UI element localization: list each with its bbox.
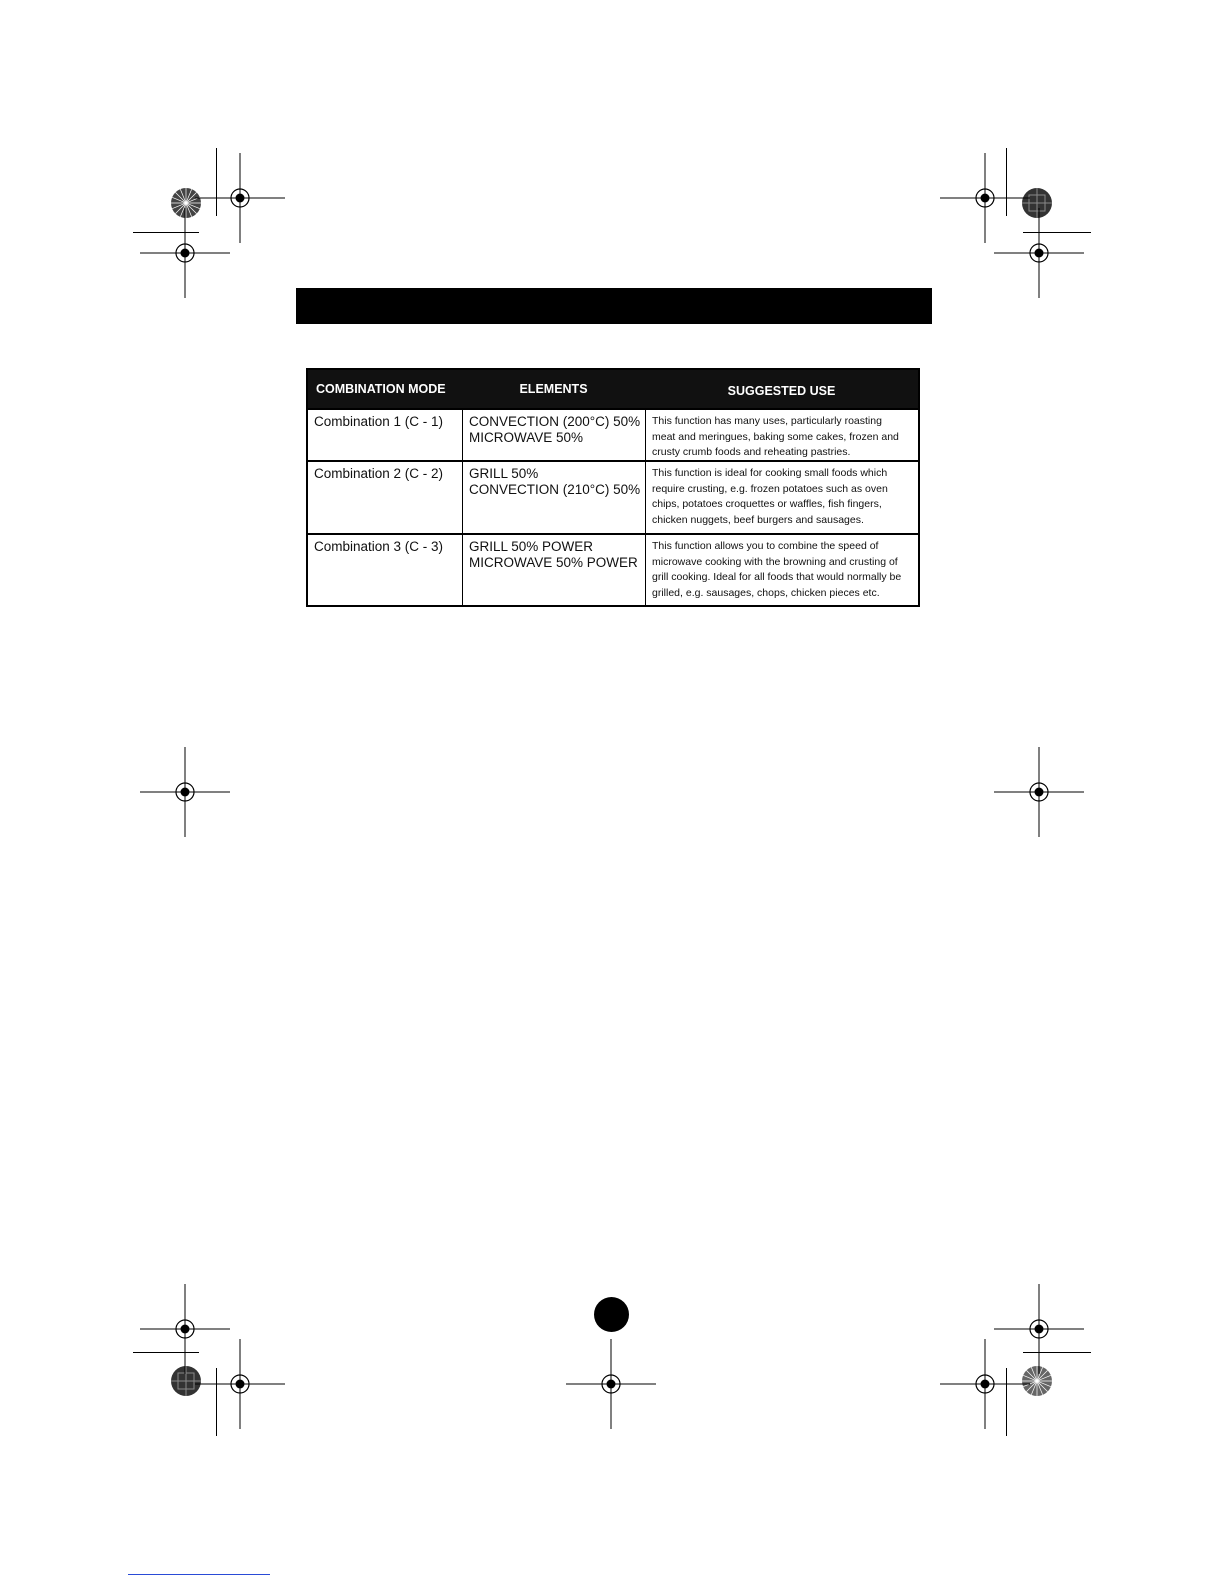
section-header-bar [296,288,932,324]
element-line: GRILL 50% POWER [469,539,594,554]
mode-cell: Combination 2 (C - 2) [314,466,444,481]
use-line: This function is ideal for cooking small foods which [652,467,888,479]
element-line: CONVECTION (210°C) 50% [469,482,641,497]
mode-cell: Combination 3 (C - 3) [314,539,444,554]
header-combination-mode: COMBINATION MODE [316,382,446,396]
use-line: grill cooking. Ideal for all foods that would normally be [652,571,902,583]
use-line: chips, potatoes croquettes or waffles, fish fingers, [652,498,882,510]
element-line: CONVECTION (200°C) 50% [469,414,641,429]
element-line: GRILL 50% [469,466,539,481]
page-number-dot [594,1297,629,1332]
elements-cell [462,410,645,465]
registration-target-icon [994,208,1084,298]
registration-target-icon [140,747,230,837]
registration-target-icon [140,208,230,298]
registration-target-icon [940,1339,1030,1429]
registration-target-icon [994,747,1084,837]
elements-cell [462,535,645,605]
table-row [308,460,918,533]
use-line: This function has many uses, particularly roasting [652,415,882,427]
link-underline [128,1574,270,1575]
registration-target-icon [566,1339,656,1429]
table-header-row [308,370,918,408]
header-suggested-use: SUGGESTED USE [727,384,836,398]
use-line: grilled, e.g. sausages, chops, chicken pieces etc. [652,586,880,599]
mode-cell: Combination 1 (C - 1) [314,414,444,429]
use-line: chicken nuggets, beef burgers and sausages. [652,513,864,526]
table-row [308,408,918,460]
use-line: crusty crumb foods and reheating pastries. [652,446,851,458]
suggested-use-cell [645,410,918,465]
use-line: require crusting, e.g. frozen potatoes such as oven [652,482,888,495]
suggested-use-cell [645,535,918,605]
element-line: MICROWAVE 50% [469,430,584,445]
combination-mode-table [306,368,920,607]
table-row [308,533,918,605]
registration-target-icon [195,1339,285,1429]
use-line: meat and meringues, baking some cakes, frozen and [652,430,899,443]
use-line: This function allows you to combine the speed of [652,540,879,552]
element-line: MICROWAVE 50% POWER [469,555,638,570]
elements-cell [462,462,645,533]
use-line: microwave cooking with the browning and crusting of [652,555,898,568]
header-elements: ELEMENTS [519,382,588,396]
suggested-use-cell [645,462,918,533]
